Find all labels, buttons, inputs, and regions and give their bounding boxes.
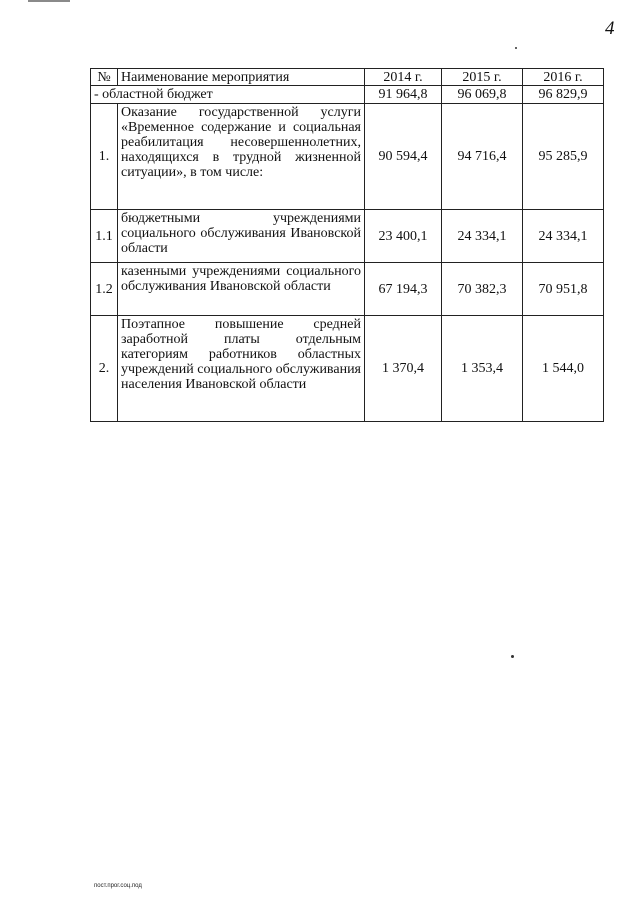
row-name: казенными учреждениями социального обслуживания Ивановской области [118,263,365,316]
header-year-2015: 2015 г. [442,69,523,86]
table-row [91,210,604,263]
table-row [91,104,604,210]
row-2015: 94 716,4 [442,104,523,210]
row-number: 1.1 [91,210,118,263]
page-number: 4 [605,18,615,39]
header-year-2014: 2014 г. [365,69,442,86]
header-number: № [91,69,118,86]
scan-speck [515,47,517,49]
budget-2016: 96 829,9 [523,86,604,104]
table-row [91,316,604,422]
scan-speck [511,655,514,658]
row-2016: 70 951,8 [523,263,604,316]
row-number: 2. [91,316,118,422]
regional-budget-row [91,86,604,104]
row-number: 1. [91,104,118,210]
budget-2015: 96 069,8 [442,86,523,104]
row-2014: 90 594,4 [365,104,442,210]
row-name: бюджетными учреждениями социального обслуживания Ивановской области [118,210,365,263]
row-name: Поэтапное повышение средней заработной платы отдельным категориям работников областных учреждений социального обслуживания населения Ивановской области [118,316,365,422]
row-2016: 1 544,0 [523,316,604,422]
program-funding-table [90,68,604,422]
row-2015: 24 334,1 [442,210,523,263]
row-name: Оказание государственной услуги «Временное содержание и социальная реабилитация несовершеннолетних, находящихся в трудной жизненной ситуации», в том числе: [118,104,365,210]
row-2014: 67 194,3 [365,263,442,316]
budget-2014: 91 964,8 [365,86,442,104]
row-2015: 1 353,4 [442,316,523,422]
scan-edge-line [28,0,70,2]
row-2016: 95 285,9 [523,104,604,210]
row-2016: 24 334,1 [523,210,604,263]
row-2014: 1 370,4 [365,316,442,422]
row-2014: 23 400,1 [365,210,442,263]
table-header-row [91,69,604,86]
header-event-name: Наименование мероприятия [118,69,365,86]
row-number: 1.2 [91,263,118,316]
table-row [91,263,604,316]
regional-budget-label: - областной бюджет [91,86,365,104]
header-year-2016: 2016 г. [523,69,604,86]
row-2015: 70 382,3 [442,263,523,316]
footer-file-code: пост.прог.соц.под [94,883,142,889]
